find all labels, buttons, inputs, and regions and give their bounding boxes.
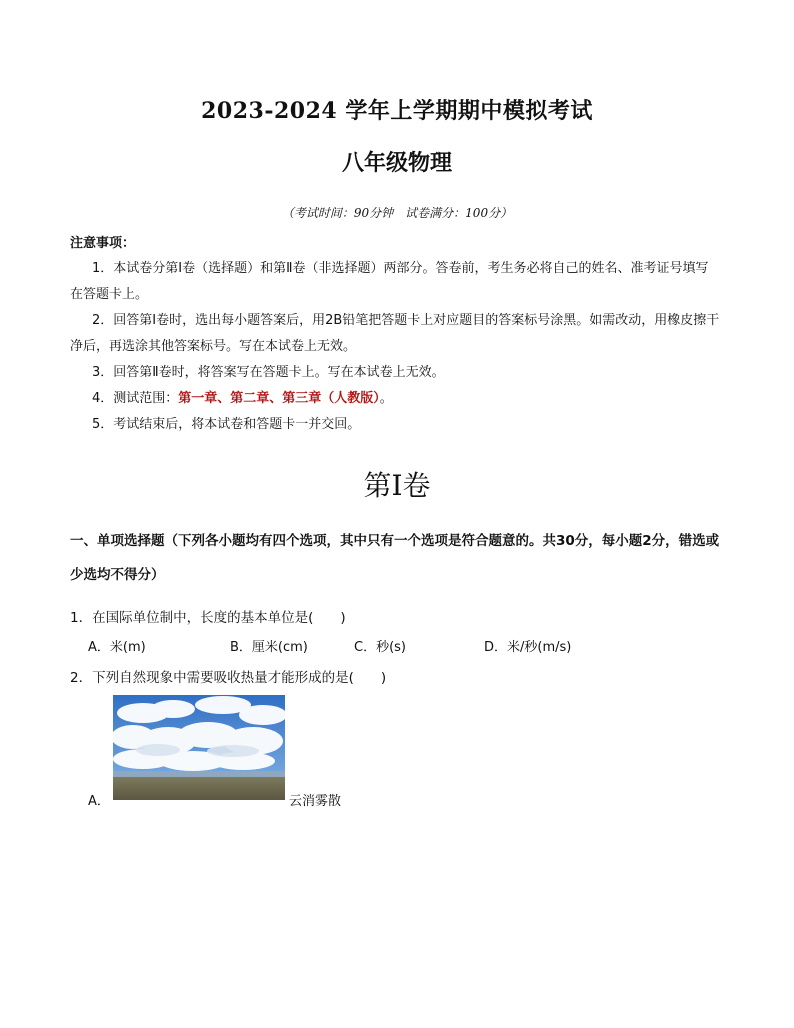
question-1-stem: 1．在国际单位制中，长度的基本单位是( ) <box>70 610 346 626</box>
notice-list <box>70 256 720 438</box>
question-2-option-a-letter: A． <box>88 794 110 809</box>
question-1-option-b: B．厘米(cm) <box>230 640 308 655</box>
exam-meta: （考试时间：90分钟 试卷满分：100分） <box>281 206 513 220</box>
volume-heading: 第Ⅰ卷 <box>363 469 431 502</box>
question-2-stem: 2．下列自然现象中需要吸收热量才能形成的是( ) <box>70 670 387 686</box>
clouds-photo <box>113 695 285 800</box>
notice-item-4-suffix: 。 <box>379 391 393 406</box>
question-1-option-a: A．米(m) <box>88 640 146 655</box>
notice-item-4-prefix: 4．测试范围： <box>92 391 179 406</box>
exam-title: 2023-2024 学年上学期期中模拟考试 <box>201 98 593 124</box>
notice-item-3: 3．回答第Ⅱ卷时，将答案写在答题卡上。写在本试卷上无效。 <box>92 365 445 380</box>
test-range: 第一章、第二章、第三章（人教版） <box>178 391 380 406</box>
section-heading: 一、单项选择题（下列各小题均有四个选项，其中只有一个选项是符合题意的。共30分，每小题2分，错选或少选均不得分） <box>70 533 720 583</box>
notice-item-5: 5．考试结束后，将本试卷和答题卡一并交回。 <box>92 417 361 432</box>
notice-item-2: 2．回答第Ⅰ卷时，选出每小题答案后，用2B铅笔把答题卡上对应题目的答案标号涂黑。如需改动，用橡皮擦干净后，再选涂其他答案标号。写在本试卷上无效。 <box>70 313 720 354</box>
notice-item-1: 1．本试卷分第Ⅰ卷（选择题）和第Ⅱ卷（非选择题）两部分。答卷前，考生务必将自己的姓名、准考证号填写在答题卡上。 <box>70 261 709 302</box>
exam-subtitle: 八年级物理 <box>341 150 452 176</box>
question-1-option-d: D．米/秒(m/s) <box>484 640 572 655</box>
notice-item-4 <box>70 386 720 412</box>
question-2-option-a-text: 云消雾散 <box>289 794 342 809</box>
question-1-option-c: C．秒(s) <box>354 640 406 655</box>
notice-heading: 注意事项： <box>70 236 136 251</box>
